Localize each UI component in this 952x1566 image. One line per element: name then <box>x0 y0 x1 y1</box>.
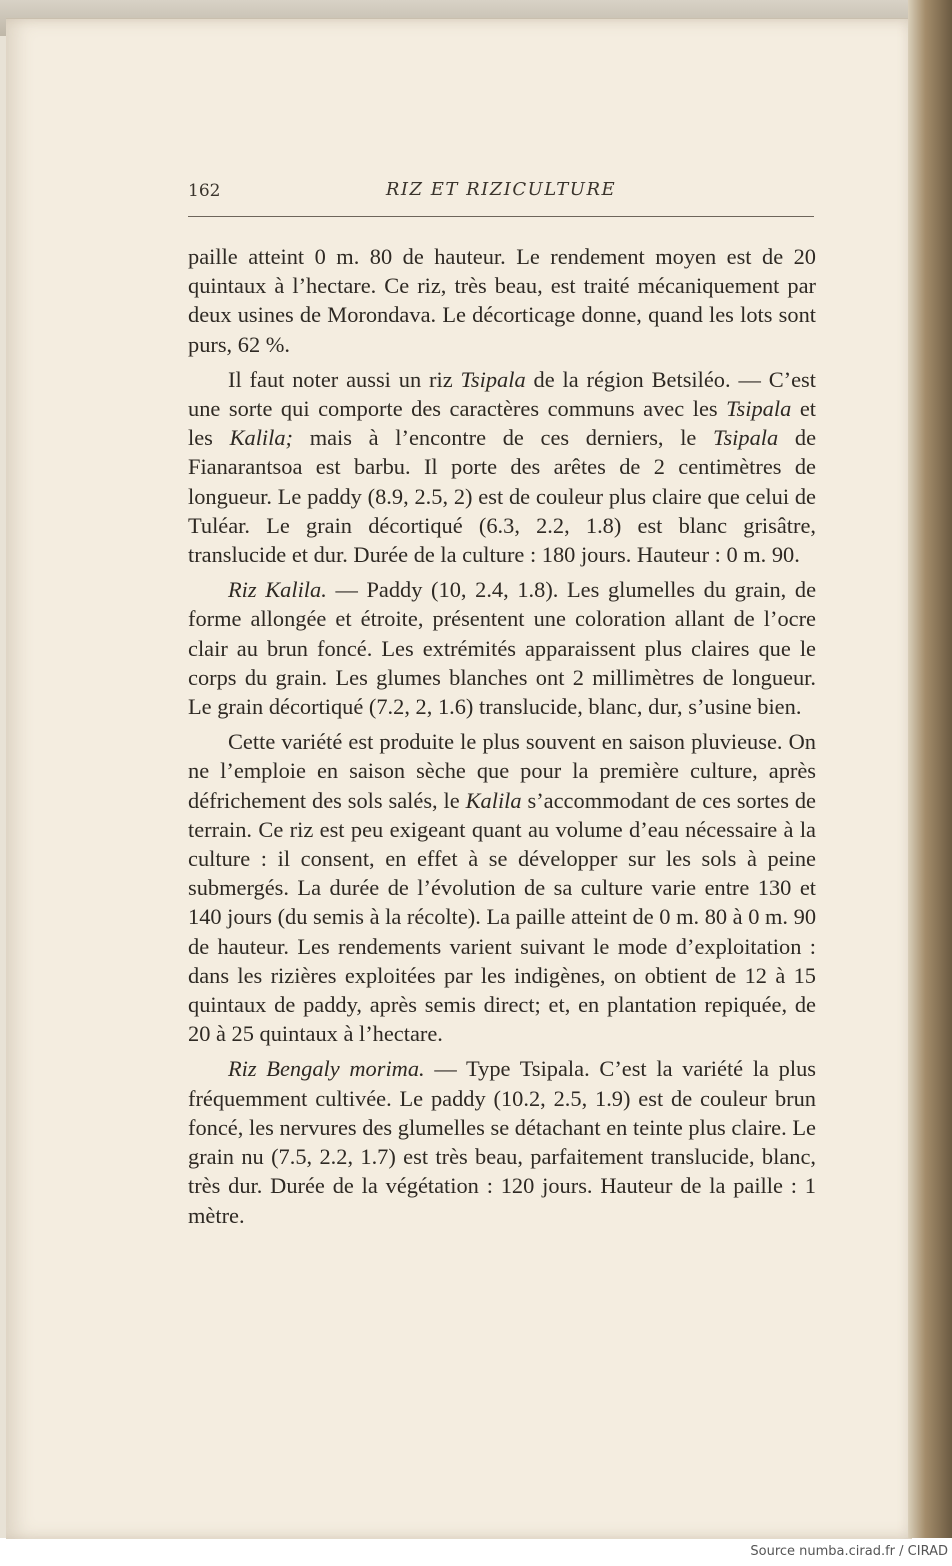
variety-name: Kalila; <box>229 425 294 451</box>
text-segment: — Paddy (10, 2.4, 1.8). Les glumelles du grain, de forme allongée et étroite, présentent une coloration allant de l’ocre clair au brun foncé. Les extrémités apparaissent plus claires que le corps du grain. Les glumes blanches ont 2 millimètres de longueur. Le grain décortiqué (7.2, 2, 1.6) translucide, blanc, dur, s’usine bien. <box>188 577 817 720</box>
book-right-edge <box>908 0 952 1538</box>
text-segment: s’accommodant de ces sortes de terrain. Ce riz est peu exigeant quant au volume d’eau nécessaire à la culture : il consent, en effet à se développer sur les sols à peine submergés. La durée de l’évolution de sa culture varie entre 130 et 140 jours (du semis à la récolte). La paille atteint de 0 m. 80 à 0 m. 90 de hauteur. Les rendements varient suivant le mode d’exploitation : dans les rizières exploitées par les indigènes, on obtient de 12 à 15 quintaux de paddy, après semis direct; et, en plantation repiquée, de 20 à 25 quintaux à l’hectare. <box>188 787 817 1047</box>
text-segment: mais à l’encontre de ces derniers, le <box>293 425 714 451</box>
text-segment: de Fianarantsoa est barbu. Il porte des arêtes de 2 centimètres de longueur. Le paddy (8.9, 2.5, 2) est de couleur plus claire que celui de Tuléar. Le grain décortiqué (6.3, 2.2, 1.8) est blanc grisâtre, translucide et dur. Durée de la culture : 180 jours. Hauteur : 0 m. 90. <box>188 425 817 568</box>
chapter-title: RIZ ET RIZICULTURE <box>385 179 617 200</box>
text-segment: et les <box>188 396 816 451</box>
text-segment: de la région Betsiléo. — C’est une sorte qui comporte des caractères communs avec les <box>188 366 816 422</box>
paragraph <box>188 727 816 1048</box>
variety-name: Tsipala <box>726 396 792 422</box>
text-segment: — Type Tsipala. C’est la variété la plus fréquemment cultivée. Le paddy (10.2, 2.5, 1.9) est de couleur brun foncé, les nervures des glumelles se détachant en teinte plus claire. Le grain nu (7.5, 2.2, 1.7) est très beau, parfaitement translucide, blanc, très dur. Durée de la végétation : 120 jours. Hauteur de la paille : 1 mètre. <box>188 1056 816 1228</box>
paragraph <box>188 365 816 569</box>
paragraph <box>188 1054 816 1229</box>
paragraph <box>188 575 816 721</box>
paragraph <box>188 242 816 359</box>
source-credit: Source numba.cirad.fr / CIRAD <box>750 1544 948 1559</box>
text-segment: paille atteint 0 m. 80 de hauteur. Le rendement moyen est de 20 quintaux à l’hectare. Ce riz, très beau, est traité mécaniquement par deux usines de Morondava. Le décorticage donne, quand les lots sont purs, 62 %. <box>188 244 816 357</box>
section-heading-riz-bengaly-morima: Riz Bengaly morima. <box>228 1056 425 1082</box>
variety-name: Tsipala <box>713 425 779 451</box>
variety-name: Kalila <box>465 787 522 813</box>
variety-name: Tsipala <box>460 366 526 392</box>
page-number: 162 <box>188 181 221 201</box>
text-segment: Il faut noter aussi un riz <box>228 366 461 392</box>
body-text <box>188 242 816 1230</box>
running-head <box>188 176 814 217</box>
text-segment: Cette variété est produite le plus souvent en saison pluvieuse. On ne l’emploie en saison sèche que pour la première culture, après défrichement des sols salés, le <box>188 729 816 813</box>
section-heading-riz-kalila: Riz Kalila. <box>228 577 327 603</box>
